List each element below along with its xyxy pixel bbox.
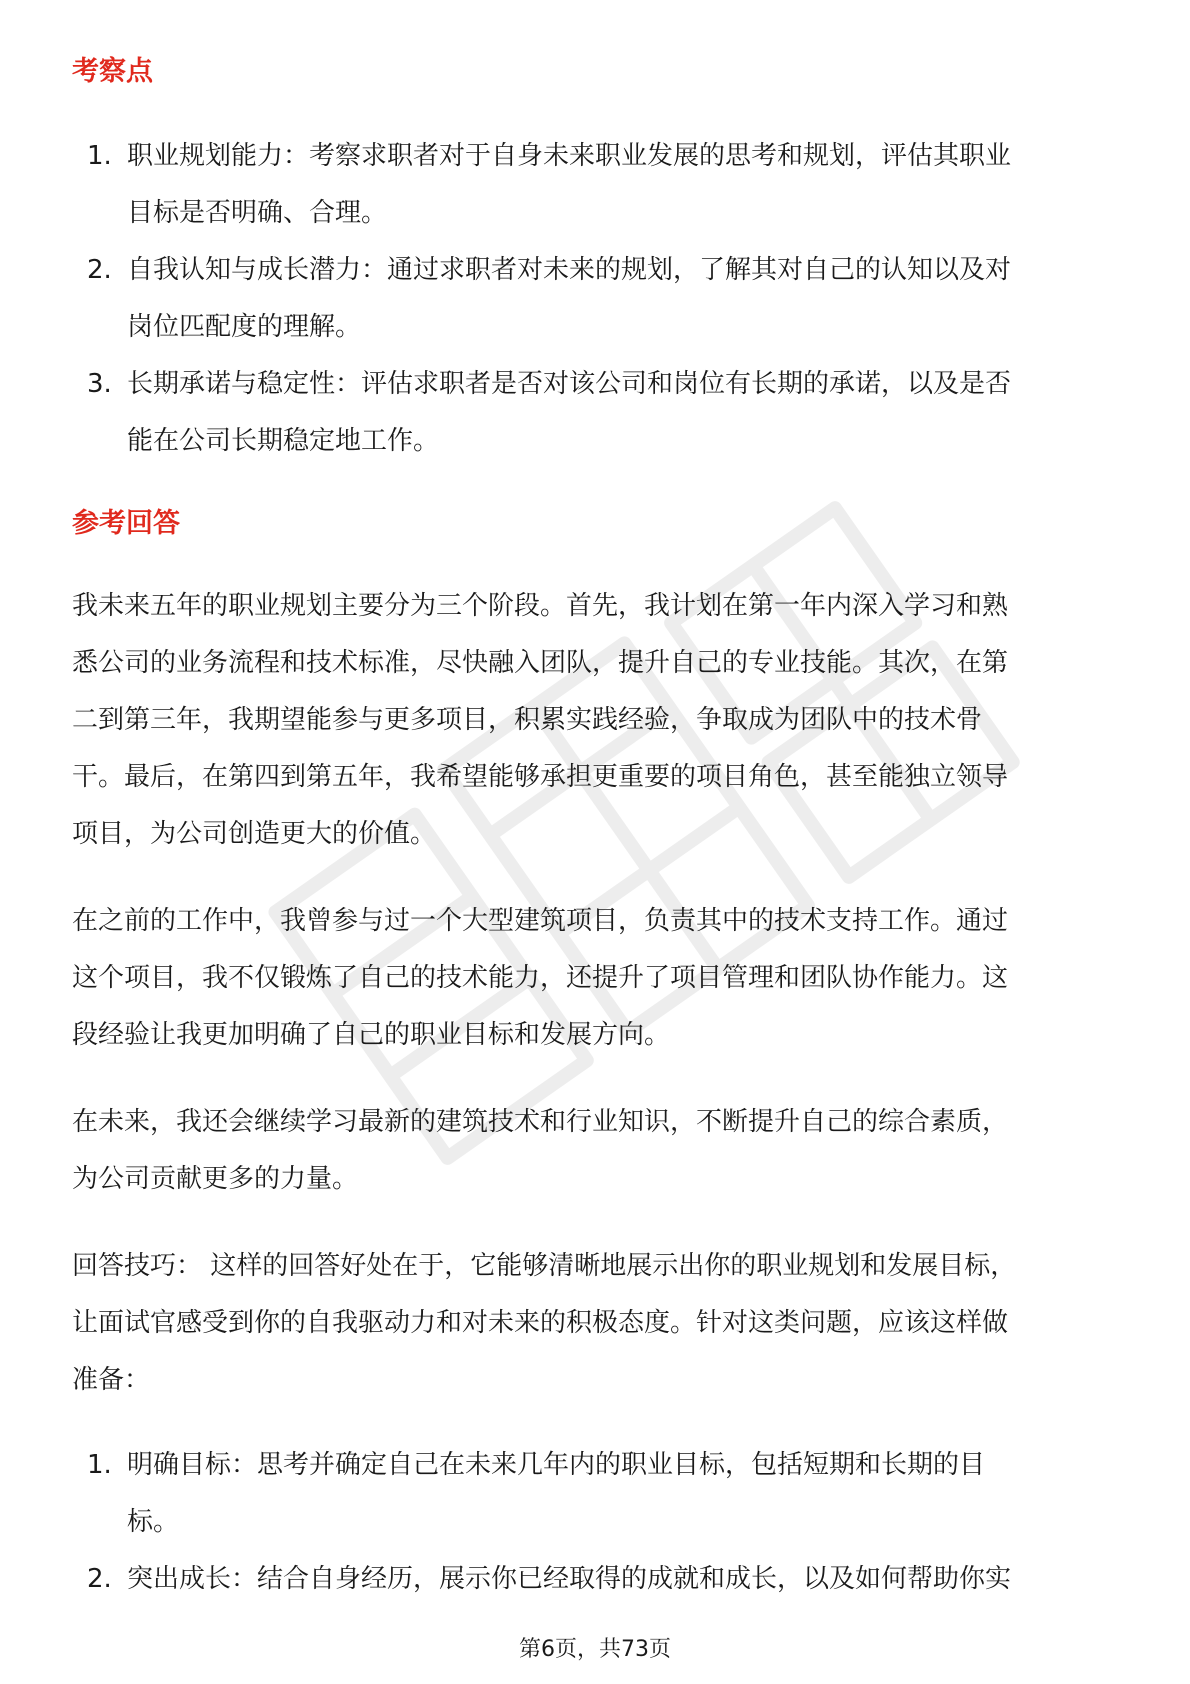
list-number: 1. bbox=[87, 1450, 112, 1480]
list-item bbox=[72, 356, 1118, 470]
paragraph bbox=[72, 578, 1118, 863]
section-title-assessment: 考察点 bbox=[72, 56, 153, 87]
list-line: 自我认知与成长潜力：通过求职者对未来的规划，了解其对自己的认知以及对 bbox=[127, 255, 1012, 285]
paragraph-line: 这个项目，我不仅锻炼了自己的技术能力，还提升了项目管理和团队协作能力。这 bbox=[72, 963, 1009, 993]
list-line: 目标是否明确、合理。 bbox=[127, 198, 388, 228]
list-line: 明确目标：思考并确定自己在未来几年内的职业目标，包括短期和长期的目 bbox=[127, 1450, 986, 1480]
list-number: 2. bbox=[87, 1564, 112, 1594]
paragraph-line: 在之前的工作中，我曾参与过一个大型建筑项目，负责其中的技术支持工作。通过 bbox=[72, 906, 1009, 936]
list-line: 突出成长：结合自身经历，展示你已经取得的成就和成长，以及如何帮助你实 bbox=[127, 1564, 1012, 1594]
paragraph-line: 准备： bbox=[72, 1365, 151, 1395]
paragraph bbox=[72, 1094, 1118, 1208]
paragraph-line: 干。最后，在第四到第五年，我希望能够承担更重要的项目角色，甚至能独立领导 bbox=[72, 762, 1009, 792]
list-line: 岗位匹配度的理解。 bbox=[127, 312, 362, 342]
list-line: 长期承诺与稳定性：评估求职者是否对该公司和岗位有长期的承诺，以及是否 bbox=[127, 369, 1012, 399]
paragraph-line: 项目，为公司创造更大的价值。 bbox=[72, 819, 437, 849]
paragraph-line: 悉公司的业务流程和技术标准，尽快融入团队，提升自己的专业技能。其次，在第 bbox=[72, 648, 1009, 678]
page-content bbox=[72, 44, 1118, 1608]
preparation-list bbox=[72, 1437, 1118, 1608]
list-number: 2. bbox=[87, 255, 112, 285]
section-title-reference-answer: 参考回答 bbox=[72, 508, 180, 539]
paragraph-line: 段经验让我更加明确了自己的职业目标和发展方向。 bbox=[72, 1020, 671, 1050]
list-number: 3. bbox=[87, 369, 112, 399]
paragraph-line: 回答技巧： 这样的回答好处在于，它能够清晰地展示出你的职业规划和发展目标， bbox=[72, 1251, 1017, 1281]
list-line: 标。 bbox=[127, 1507, 180, 1537]
paragraph-line: 二到第三年，我期望能参与更多项目，积累实践经验，争取成为团队中的技术骨 bbox=[72, 705, 983, 735]
list-number: 1. bbox=[87, 141, 112, 171]
list-item bbox=[72, 1437, 1118, 1551]
paragraph bbox=[72, 893, 1118, 1064]
list-item bbox=[72, 1551, 1118, 1608]
list-item bbox=[72, 242, 1118, 356]
paragraph-line: 在未来，我还会继续学习最新的建筑技术和行业知识，不断提升自己的综合素质， bbox=[72, 1107, 1009, 1137]
list-item bbox=[72, 128, 1118, 242]
paragraph-line: 让面试官感受到你的自我驱动力和对未来的积极态度。针对这类问题，应该这样做 bbox=[72, 1308, 1009, 1338]
paragraph-line: 为公司贡献更多的力量。 bbox=[72, 1164, 359, 1194]
list-line: 能在公司长期稳定地工作。 bbox=[127, 426, 440, 456]
paragraph-line: 我未来五年的职业规划主要分为三个阶段。首先，我计划在第一年内深入学习和熟 bbox=[72, 591, 1009, 621]
page-number: 第6页，共73页 bbox=[519, 1637, 671, 1662]
list-line: 职业规划能力：考察求职者对于自身未来职业发展的思考和规划，评估其职业 bbox=[127, 141, 1012, 171]
assessment-list bbox=[72, 128, 1118, 470]
answer-tips-paragraph bbox=[72, 1238, 1118, 1409]
